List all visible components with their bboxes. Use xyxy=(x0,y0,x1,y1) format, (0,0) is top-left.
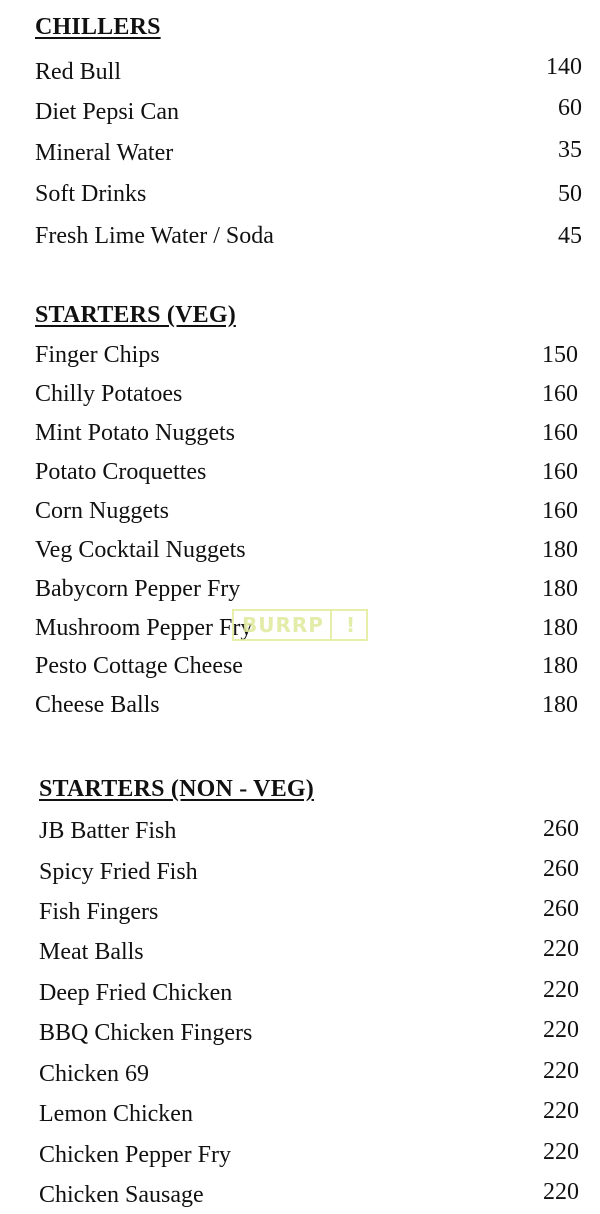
menu-item xyxy=(39,937,579,967)
item-price: 180 xyxy=(542,615,578,641)
section-title-chillers: CHILLERS xyxy=(35,14,161,40)
item-name: Mint Potato Nuggets xyxy=(35,420,236,446)
menu-item xyxy=(35,535,578,565)
menu-item xyxy=(35,690,578,720)
menu-item xyxy=(35,179,582,209)
item-name: Babycorn Pepper Fry xyxy=(35,576,241,602)
item-name: Deep Fried Chicken xyxy=(39,980,233,1006)
item-name: BBQ Chicken Fingers xyxy=(39,1020,253,1046)
item-name: Veg Cocktail Nuggets xyxy=(35,537,246,563)
item-price: 180 xyxy=(542,653,578,679)
item-price: 50 xyxy=(558,181,582,207)
menu-item xyxy=(39,816,579,846)
item-price: 60 xyxy=(558,95,582,121)
item-price: 45 xyxy=(558,223,582,249)
item-name: Finger Chips xyxy=(35,342,160,368)
item-name: Diet Pepsi Can xyxy=(35,99,179,125)
item-name: Pesto Cottage Cheese xyxy=(35,653,243,679)
item-name: Meat Balls xyxy=(39,939,144,965)
watermark-text: BURRP xyxy=(242,613,324,637)
item-name: Cheese Balls xyxy=(35,692,160,718)
menu-item xyxy=(35,340,578,370)
menu-item xyxy=(35,574,578,604)
item-price: 260 xyxy=(543,856,579,882)
item-name: JB Batter Fish xyxy=(39,818,177,844)
item-price: 260 xyxy=(543,896,579,922)
section-title-starters-veg: STARTERS (VEG) xyxy=(35,302,236,328)
item-name: Chicken Sausage xyxy=(39,1182,204,1208)
item-price: 220 xyxy=(543,1179,579,1205)
item-price: 180 xyxy=(542,692,578,718)
item-name: Potato Croquettes xyxy=(35,459,207,485)
menu-item xyxy=(35,379,578,409)
item-price: 160 xyxy=(542,459,578,485)
menu-item xyxy=(39,1099,579,1129)
menu-item xyxy=(35,418,578,448)
item-name: Chicken Pepper Fry xyxy=(39,1142,231,1168)
item-price: 180 xyxy=(542,537,578,563)
item-price: 260 xyxy=(543,816,579,842)
item-price: 220 xyxy=(543,1098,579,1124)
menu-item xyxy=(39,1018,579,1048)
menu-item xyxy=(35,96,582,126)
item-name: Red Bull xyxy=(35,59,122,85)
item-price: 220 xyxy=(543,1017,579,1043)
item-name: Mineral Water xyxy=(35,140,174,166)
item-name: Spicy Fried Fish xyxy=(39,859,198,885)
menu-item xyxy=(39,1140,579,1170)
watermark-mark: ! xyxy=(346,613,357,637)
menu-item xyxy=(39,897,579,927)
menu-item xyxy=(35,55,582,85)
menu-item xyxy=(39,1180,579,1210)
menu-item xyxy=(39,978,579,1008)
item-price: 150 xyxy=(542,342,578,368)
item-price: 160 xyxy=(542,381,578,407)
menu-item xyxy=(39,857,579,887)
menu-item xyxy=(39,1059,579,1089)
item-name: Fresh Lime Water / Soda xyxy=(35,223,274,249)
menu-item xyxy=(35,613,578,643)
item-price: 35 xyxy=(558,137,582,163)
item-name: Chicken 69 xyxy=(39,1061,149,1087)
menu-item xyxy=(35,457,578,487)
menu-item xyxy=(35,496,578,526)
item-name: Mushroom Pepper Fry xyxy=(35,615,253,641)
item-price: 220 xyxy=(543,977,579,1003)
item-name: Chilly Potatoes xyxy=(35,381,183,407)
item-name: Corn Nuggets xyxy=(35,498,169,524)
menu-item xyxy=(35,138,582,168)
menu-item xyxy=(35,221,582,251)
section-title-starters-nonveg: STARTERS (NON - VEG) xyxy=(39,776,314,802)
item-name: Soft Drinks xyxy=(35,181,147,207)
item-price: 220 xyxy=(543,1058,579,1084)
item-price: 160 xyxy=(542,420,578,446)
item-price: 160 xyxy=(542,498,578,524)
item-name: Fish Fingers xyxy=(39,899,159,925)
item-price: 180 xyxy=(542,576,578,602)
item-price: 140 xyxy=(546,54,582,80)
item-price: 220 xyxy=(543,936,579,962)
menu-item xyxy=(35,651,578,681)
item-name: Lemon Chicken xyxy=(39,1101,193,1127)
item-price: 220 xyxy=(543,1139,579,1165)
